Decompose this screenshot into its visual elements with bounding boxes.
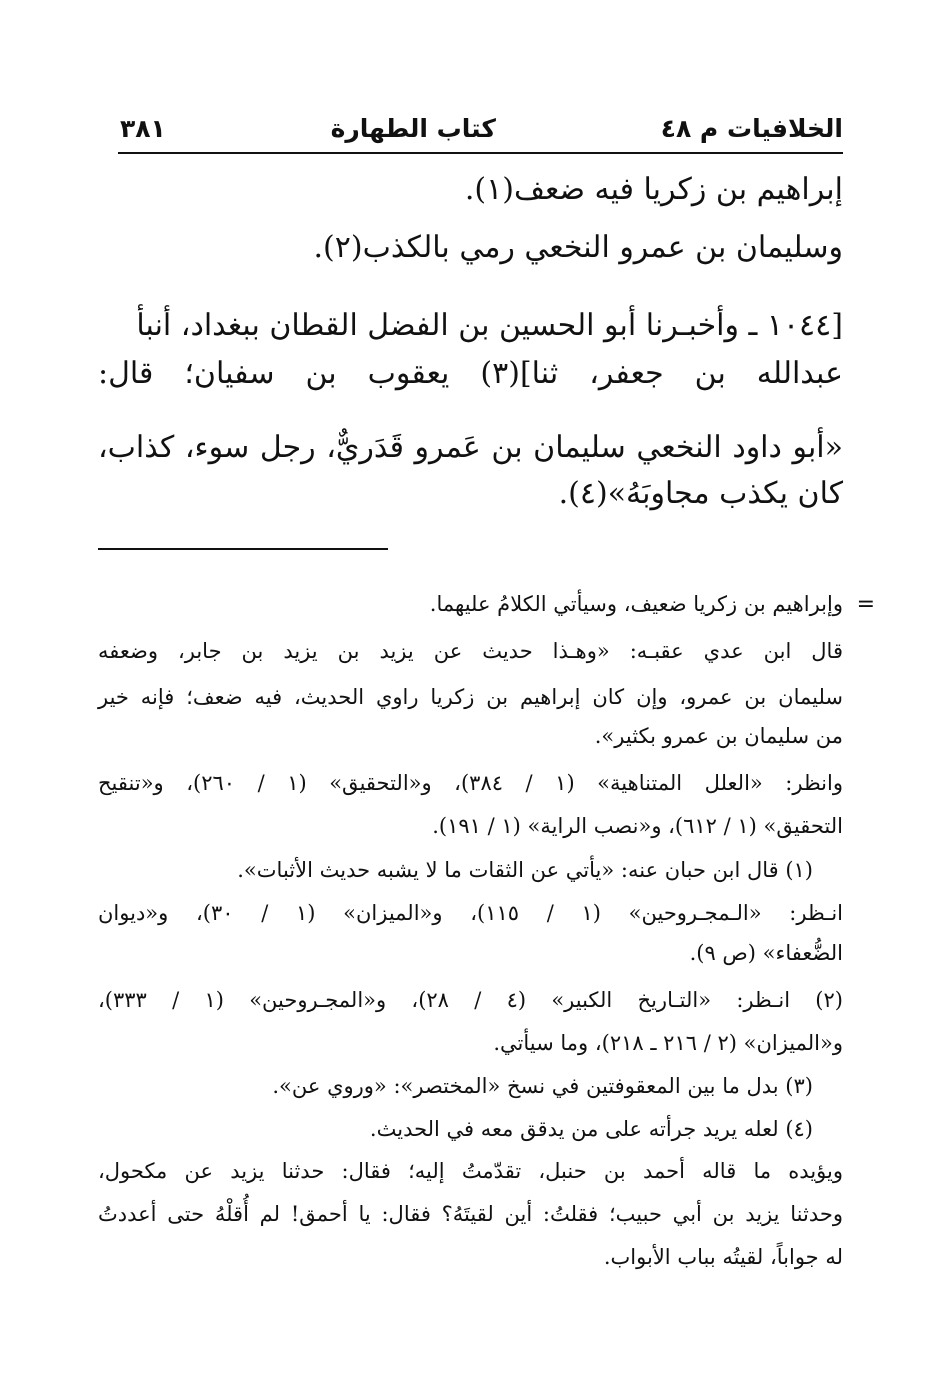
footnote-line: له جواباً، لقيتُه بباب الأبواب. xyxy=(603,1245,843,1269)
header-volume: الخلافيات م ٤٨ xyxy=(660,113,843,143)
footnote-line: (١) قال ابن حبان عنه: «يأتي عن الثقات ما لا يشبه حديث الأثبات». xyxy=(237,858,813,882)
main-text-line: إبراهيم بن زكريا فيه ضعف(١). xyxy=(464,172,843,207)
footnote-line: وإبراهيم بن زكريا ضعيف، وسيأتي الكلامُ عليهما. xyxy=(429,592,843,616)
footnote-line: (٤) لعله يريد جرأته على من يدقق معه في الحديث. xyxy=(369,1117,813,1141)
footnote-line: وانظر: «العلل المتناهية» (١ / ٣٨٤)، و«التحقيق» (١ / ٢٦٠)، و«تنقيح xyxy=(98,771,843,795)
footnote-divider xyxy=(98,548,388,550)
footnote-line: (٢) انـظر: «التـاريخ الكبير» (٤ / ٢٨)، و«المجـروحين» (١ / ٣٣٣)، xyxy=(98,988,843,1012)
main-text-line: [١٠٤٤ ـ وأخبـرنا أبو الحسين بن الفضل القطان ببغداد، أنبأ xyxy=(136,308,843,343)
footnote-continuation-mark: = xyxy=(856,592,875,617)
running-header xyxy=(120,108,843,148)
footnote-line: من سليمان بن عمرو بكثير». xyxy=(594,724,843,748)
footnote-line: التحقيق» (١ / ٦١٢)، و«نصب الراية» (١ / ١٩١). xyxy=(432,814,843,838)
footnote-line: وحدثنا يزيد بن أبي حبيب؛ فقلتُ: أين لقيتَهُ؟ فقال: يا أحمق! لم أُقلْهُ حتى أعددتُ xyxy=(98,1202,843,1226)
footnote-line: ويؤيده ما قاله أحمد بن حنبل، تقدّمتُ إليه؛ فقال: حدثنا يزيد عن مكحول، xyxy=(98,1159,843,1183)
footnote-line: انـظر: «الـمجـروحين» (١ / ١١٥)، و«الميزان» (١ / ٣٠)، و«ديوان xyxy=(98,901,844,925)
page-number: ٣٨١ xyxy=(120,113,166,143)
header-chapter: كتاب الطهارة xyxy=(330,113,496,143)
footnote-line: سليمان بن عمرو، وإن كان إبراهيم بن زكريا راوي الحديث، فيه ضعف؛ فإنه خير xyxy=(98,685,843,709)
main-text-line: عبدالله بن جعفر، ثنا](٣) يعقوب بن سفيان؛ قال: xyxy=(98,356,844,391)
main-text-line: «أبو داود النخعي سليمان بن عَمرو قَدَريٌّ، رجل سوء، كذاب، xyxy=(98,430,843,465)
main-text-line: وسليمان بن عمرو النخعي رمي بالكذب(٢). xyxy=(313,230,843,265)
header-divider xyxy=(118,152,843,154)
footnote-line: قال ابن عدي عقبـه: «وهـذا حديث عن يزيد بن يزيد بن جابر، وضعفه xyxy=(98,639,843,663)
footnote-line: الضُّعفاء» (ص ٩). xyxy=(689,941,843,965)
footnote-line: (٣) بدل ما بين المعقوفتين في نسخ «المختصر»: «وروي عن». xyxy=(272,1074,813,1098)
footnote-line: و«الميزان» (٢ / ٢١٦ ـ ٢١٨)، وما سيأتي. xyxy=(493,1031,843,1055)
main-text-line: كان يكذب مجاوبَهُ»(٤). xyxy=(558,476,843,511)
